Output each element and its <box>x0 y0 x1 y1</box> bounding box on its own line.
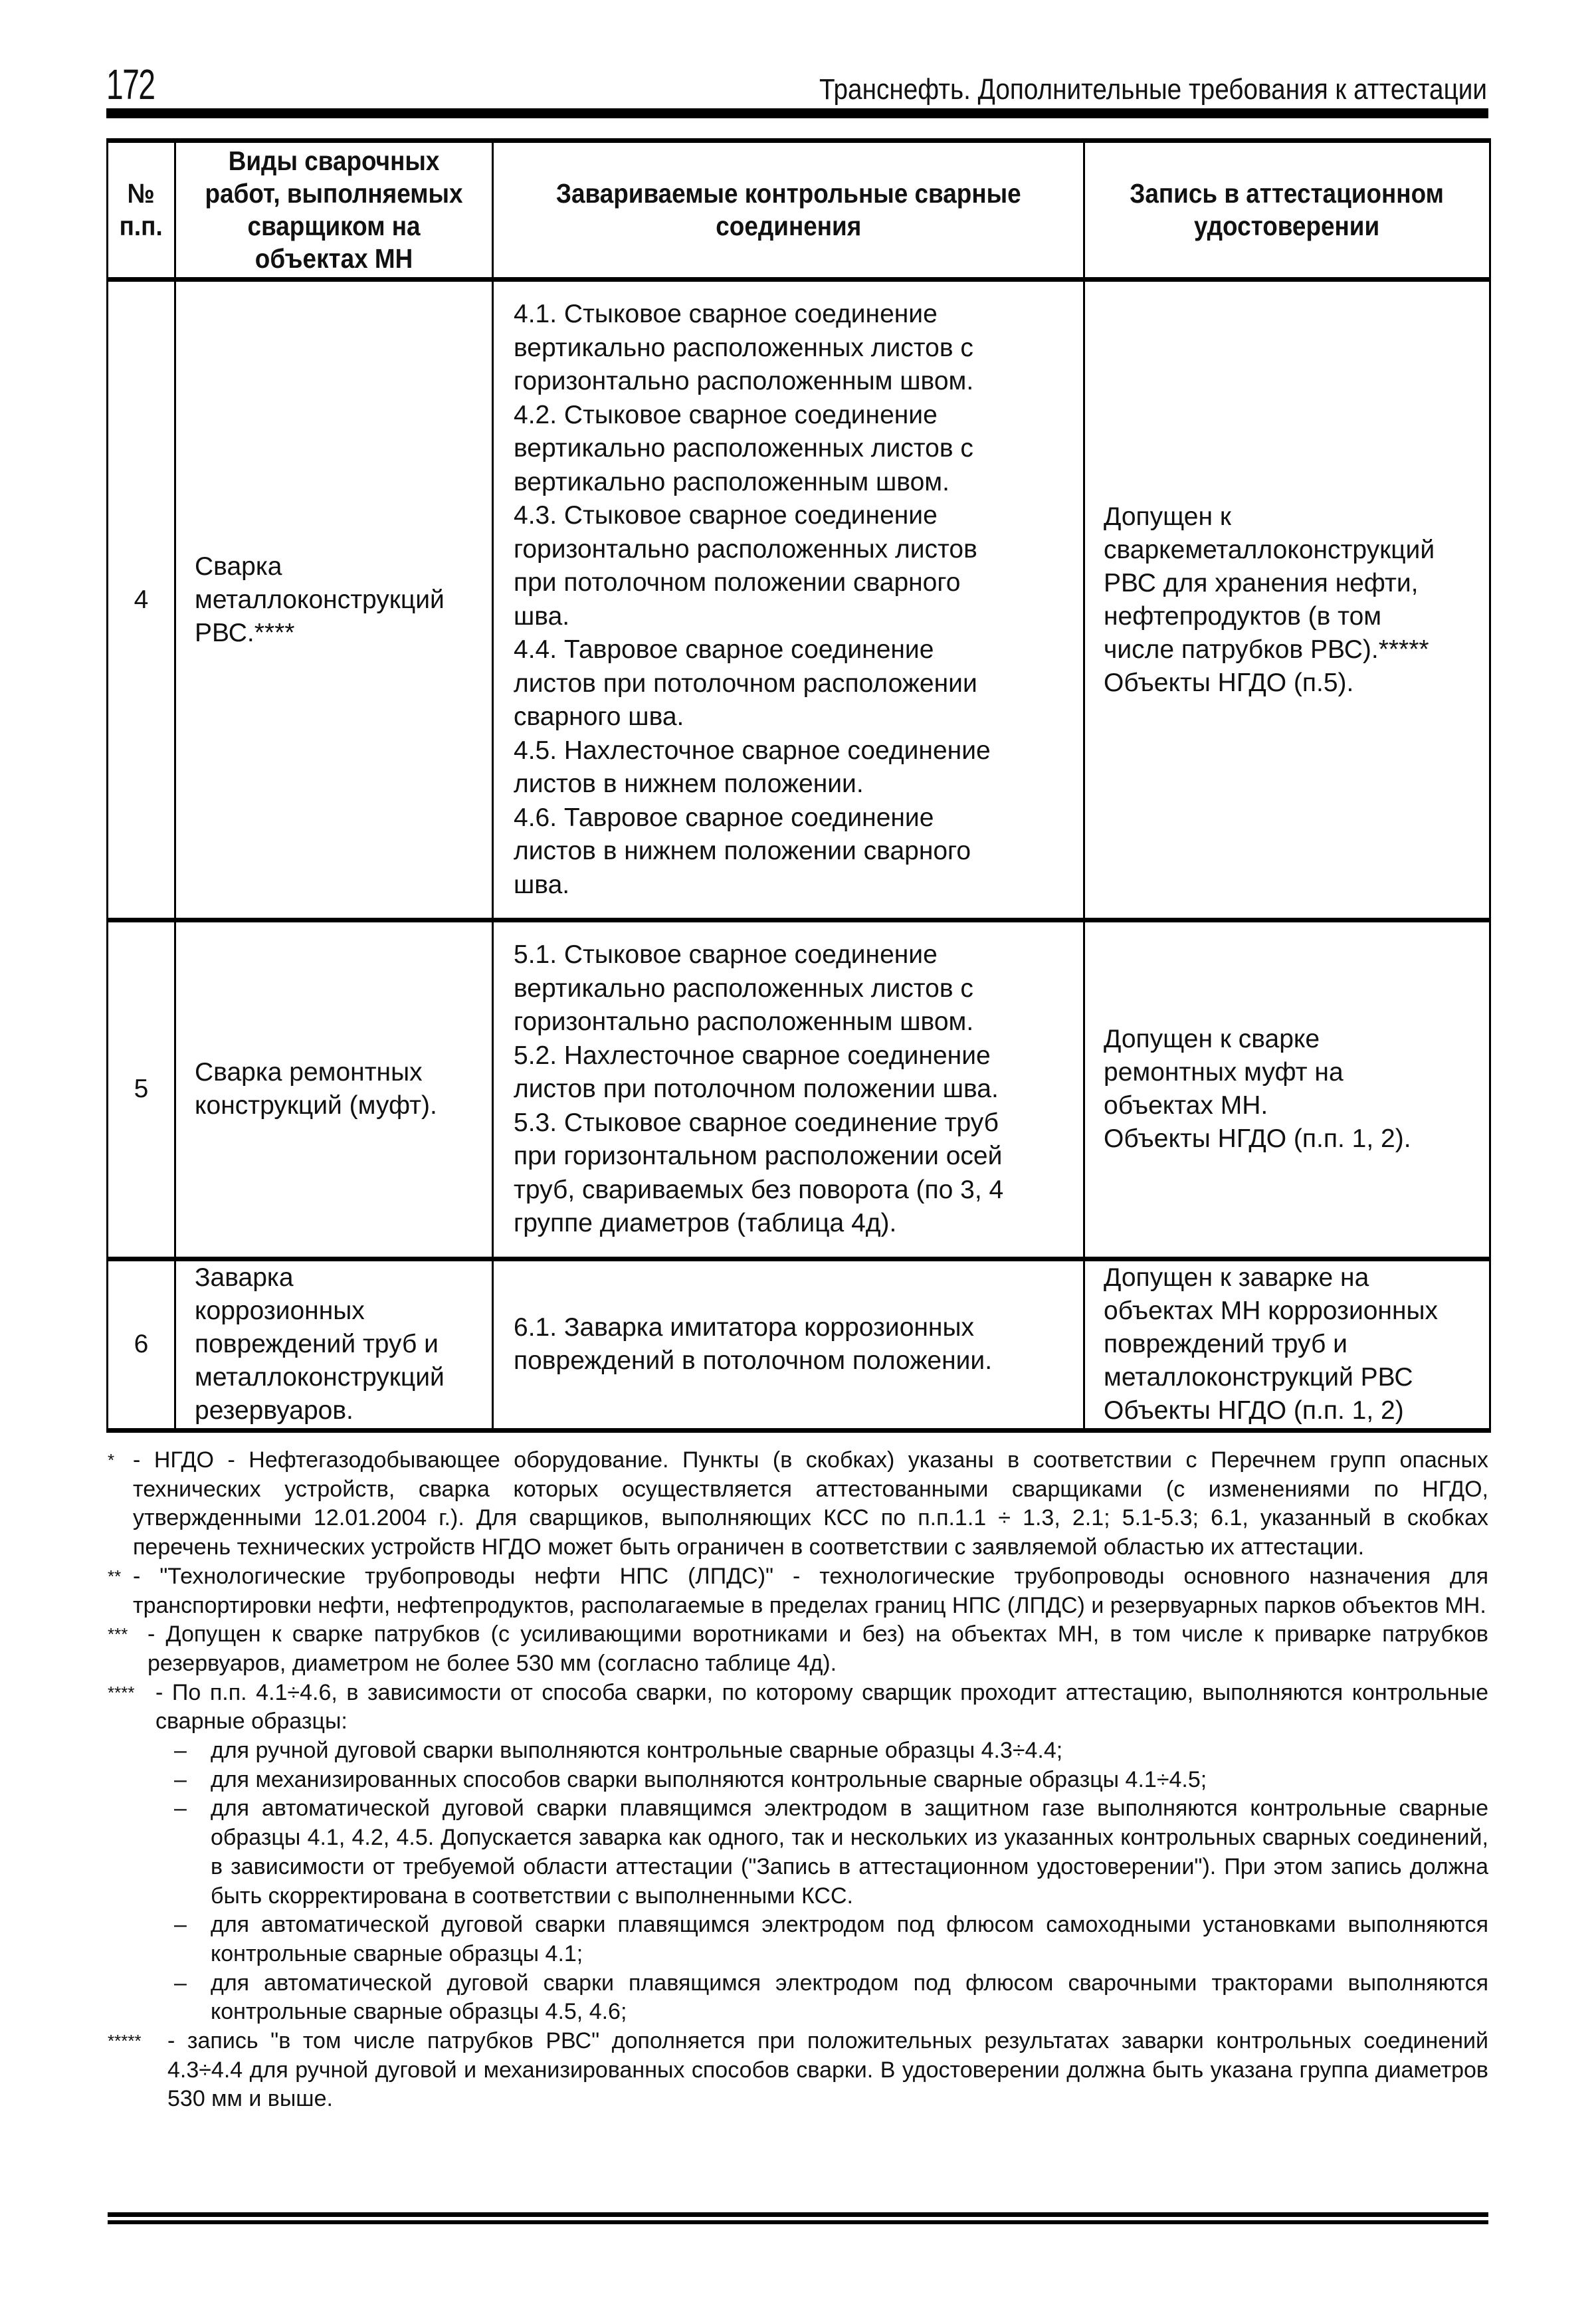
cell-line: коррозионных <box>195 1297 365 1325</box>
cell-line: конструкций (муфт). <box>195 1091 437 1120</box>
row-number: 6 <box>108 1259 175 1430</box>
footnote-3 <box>108 1620 1488 1678</box>
row-number: 4 <box>108 280 175 920</box>
cell-line: резервуаров. <box>195 1396 353 1425</box>
cell-line: повреждений труб и <box>195 1330 439 1358</box>
cell-line: вертикально расположенных листов с <box>514 974 973 1003</box>
footnote-1 <box>108 1446 1488 1562</box>
cell-line: вертикально расположенных листов с <box>514 333 973 362</box>
footnote-text: - НГДО - Нефтегазодобывающее оборудование. Пункты (в скобках) указаны в соответствии с Перечнем групп опасных технических устройств, сварка которых осуществляется аттестованными сварщиками (с изменениями по НГДО, утвержденными 12.01.2004 г.). Для сварщиков, выполняющих КСС по п.п.1.1 ÷ 1.3, 2.1; 5.1-5.3; 6.1, указанный в скобках перечень технических устройств НГДО может быть ограничен в соответствии с заявляемой областью их аттестации. <box>133 1447 1488 1560</box>
col-header-line: объектах МН <box>254 243 413 274</box>
col-header-number <box>108 141 175 280</box>
cell-line: листов в нижнем положении. <box>514 770 864 798</box>
cell-line: числе патрубков РВС).***** <box>1104 635 1429 664</box>
footnote-asterisks: ***** <box>108 2031 142 2051</box>
cell-line: вертикально расположенным швом. <box>514 467 949 496</box>
cell-line: металлоконструкций РВС <box>1104 1363 1413 1392</box>
row-number: 5 <box>108 920 175 1259</box>
cell-line: ремонтных муфт на <box>1104 1058 1344 1087</box>
bullet-dash: – <box>174 1912 187 1938</box>
page-header <box>106 61 1488 108</box>
cell-line: шва. <box>514 870 570 899</box>
cell-line: труб, свариваемых без поворота (по 3, 4 <box>514 1175 1004 1204</box>
cell-line: группе диаметров (таблица 4д). <box>514 1209 897 1237</box>
welded-joints-cell <box>493 280 1084 920</box>
certificate-record-cell <box>1084 1259 1490 1430</box>
footnote-asterisks: *** <box>108 1624 128 1645</box>
bullet-dash: – <box>174 1766 187 1792</box>
work-type-cell <box>175 280 493 920</box>
footnote-4 <box>108 1679 1488 1736</box>
footnote-4-bullet <box>108 1766 1488 1795</box>
certification-table <box>106 138 1491 1433</box>
cell-line: горизонтально расположенных листов <box>514 534 977 564</box>
footnote-asterisks: ** <box>108 1566 122 1586</box>
cell-line: 5.3. Стыковое сварное соединение труб <box>514 1108 999 1137</box>
table-row <box>108 920 1490 1259</box>
cell-line: Заварка <box>195 1263 294 1292</box>
table-header-row <box>108 141 1490 280</box>
cell-line: 5.2. Нахлесточное сварное соединение <box>514 1041 991 1070</box>
footnote-mark <box>108 1679 134 1708</box>
cell-line: Объекты НГДО (п.5). <box>1104 668 1354 697</box>
col-header-work-type <box>175 141 493 280</box>
cell-line: 4.2. Стыковое сварное соединение <box>514 400 938 429</box>
cell-line: вертикально расположенных листов с <box>514 434 973 463</box>
cell-line: РВС.**** <box>195 618 295 647</box>
footnote-mark <box>108 1562 121 1592</box>
cell-line: Объекты НГДО (п.п. 1, 2). <box>1104 1124 1411 1154</box>
footnote-text: - "Технологические трубопроводы нефти НПС (ЛПДС)" - технологические трубопроводы основного назначения для транспортировки нефти, нефтепродуктов, располагаемые в пределах границ НПС (ЛПДС) и резервуарных парков объектов МН. <box>133 1563 1488 1618</box>
cell-line: шва. <box>514 601 570 631</box>
footnote-4-bullet <box>108 1911 1488 1968</box>
header-rule-thin <box>106 115 1488 118</box>
cell-line: горизонтально расположенным швом. <box>514 367 974 395</box>
cell-line: горизонтально расположенным швом. <box>514 1007 974 1036</box>
bullet-text: для автоматической дуговой сварки плавящимся электродом под флюсом сварочными тракторами выполняются контрольные сварные образцы 4.5, 4.6; <box>211 1970 1488 2025</box>
cell-line: листов при потолочном расположении <box>514 669 977 698</box>
col-header-welded-joints <box>493 141 1084 280</box>
footer-rule-bottom <box>108 2220 1488 2224</box>
work-type-cell <box>175 1259 493 1430</box>
footnote-text: - Допущен к сварке патрубков (с усиливающими воротниками и без) на объектах МН, в том числе к приварке патрубков резервуаров, диаметром не более 530 мм (согласно таблице 4д). <box>148 1622 1488 1676</box>
page-number: 172 <box>106 60 155 108</box>
work-type-cell <box>175 920 493 1259</box>
header-rule-thick <box>106 108 1488 115</box>
cell-line: Сварка ремонтных <box>195 1058 423 1087</box>
cell-line: сваркеметаллоконструкций <box>1104 535 1435 564</box>
col-header-line: п.п. <box>119 211 163 241</box>
cell-line: объектах МН коррозионных <box>1104 1297 1439 1325</box>
cell-line: 4.5. Нахлесточное сварное соединение <box>514 736 991 765</box>
footer-rule-top <box>108 2212 1488 2217</box>
cell-line: металлоконструкций <box>195 585 445 614</box>
cell-line: Допущен к сварке <box>1104 1025 1320 1054</box>
col-header-line: работ, выполняемых <box>205 178 463 209</box>
footnote-4-bullet <box>108 1794 1488 1911</box>
footnote-2 <box>108 1562 1488 1620</box>
cell-line: 4.4. Тавровое сварное соединение <box>514 635 934 664</box>
bullet-dash: – <box>174 1970 187 1996</box>
cell-line: Сварка <box>195 552 282 581</box>
col-header-line: № <box>127 178 155 209</box>
cell-line: Объекты НГДО (п.п. 1, 2) <box>1104 1396 1404 1425</box>
cell-line: металлоконструкций <box>195 1363 445 1392</box>
footnote-4-bullet <box>108 1736 1488 1766</box>
bullet-dash: – <box>174 1796 187 1822</box>
col-header-line: удостоверении <box>1194 211 1380 241</box>
cell-line: Допущен к заварке на <box>1104 1263 1369 1292</box>
cell-line: 6.1. Заварка имитатора коррозионных <box>514 1312 974 1342</box>
col-header-line: Виды сварочных <box>228 146 440 176</box>
welded-joints-cell <box>493 1259 1084 1430</box>
footnotes <box>108 1446 1488 2114</box>
col-header-certificate-record <box>1084 141 1490 280</box>
col-header-line: Запись в аттестационном <box>1130 178 1445 209</box>
cell-line: Допущен к <box>1104 502 1231 531</box>
running-title: Транснефть. Дополнительные требования к аттестации <box>819 73 1487 106</box>
cell-line: сварного шва. <box>514 702 684 731</box>
cell-line: при потолочном положении сварного <box>514 568 961 597</box>
bullet-text: для автоматической дуговой сварки плавящимся электродом под флюсом самоходными установками выполняются контрольные сварные образцы 4.1; <box>211 1912 1488 1966</box>
footnote-5 <box>108 2027 1488 2114</box>
cell-line: 5.1. Стыковое сварное соединение <box>514 940 938 969</box>
bullet-dash: – <box>174 1738 187 1764</box>
footnote-asterisks: **** <box>108 1682 135 1703</box>
cell-line: нефтепродуктов (в том <box>1104 601 1382 631</box>
cell-line: повреждений в потолочном положении. <box>514 1346 993 1375</box>
footnote-text: - запись "в том числе патрубков РВС" дополняется при положительных результатах заварки контрольных соединений 4.3÷4.4 для ручной дуговой и механизированных способов сварки. В удостоверении должна быть указана группа диаметров 530 мм и выше. <box>167 2028 1488 2112</box>
table-row <box>108 280 1490 920</box>
footnote-mark <box>108 1446 114 1475</box>
cell-line: 4.6. Тавровое сварное соединение <box>514 803 934 832</box>
cell-line: листов при потолочном положении шва. <box>514 1075 999 1103</box>
footnote-4-bullet <box>108 1969 1488 2027</box>
col-header-line: сварщиком на <box>247 211 421 241</box>
certificate-record-cell <box>1084 920 1490 1259</box>
col-header-line: соединения <box>715 211 862 241</box>
bullet-text: для механизированных способов сварки выполняются контрольные сварные образцы 4.1÷4.5; <box>211 1766 1207 1792</box>
cell-line: повреждений труб и <box>1104 1330 1347 1358</box>
welded-joints-cell <box>493 920 1084 1259</box>
footnote-mark <box>108 2027 142 2056</box>
cell-line: РВС для хранения нефти, <box>1104 568 1419 597</box>
cell-line: 4.3. Стыковое сварное соединение <box>514 501 938 530</box>
col-header-line: Завариваемые контрольные сварные <box>555 178 1021 209</box>
cell-line: листов в нижнем положении сварного <box>514 837 971 865</box>
bullet-text: для ручной дуговой сварки выполняются контрольные сварные образцы 4.3÷4.4; <box>211 1738 1063 1764</box>
footnote-mark <box>108 1620 128 1649</box>
cell-line: при горизонтальном расположении осей <box>514 1142 1003 1170</box>
table-row <box>108 1259 1490 1430</box>
footnote-asterisks: * <box>108 1450 115 1470</box>
certificate-record-cell <box>1084 280 1490 920</box>
bullet-text: для автоматической дуговой сварки плавящимся электродом в защитном газе выполняются контрольные сварные образцы 4.1, 4.2, 4.5. Допускается заварка как одного, так и нескольких из указанных контрольных сварных соединений, в зависимости от требуемой области аттестации ("Запись в аттестационном удостоверении"). При этом запись должна быть скорректирована в соответствии с выполненными КСС. <box>211 1796 1488 1909</box>
cell-line: объектах МН. <box>1104 1091 1268 1120</box>
cell-line: 4.1. Стыковое сварное соединение <box>514 300 938 328</box>
footnote-text: - По п.п. 4.1÷4.6, в зависимости от способа сварки, по которому сварщик проходит аттестацию, выполняются контрольные сварные образцы: <box>155 1679 1488 1734</box>
